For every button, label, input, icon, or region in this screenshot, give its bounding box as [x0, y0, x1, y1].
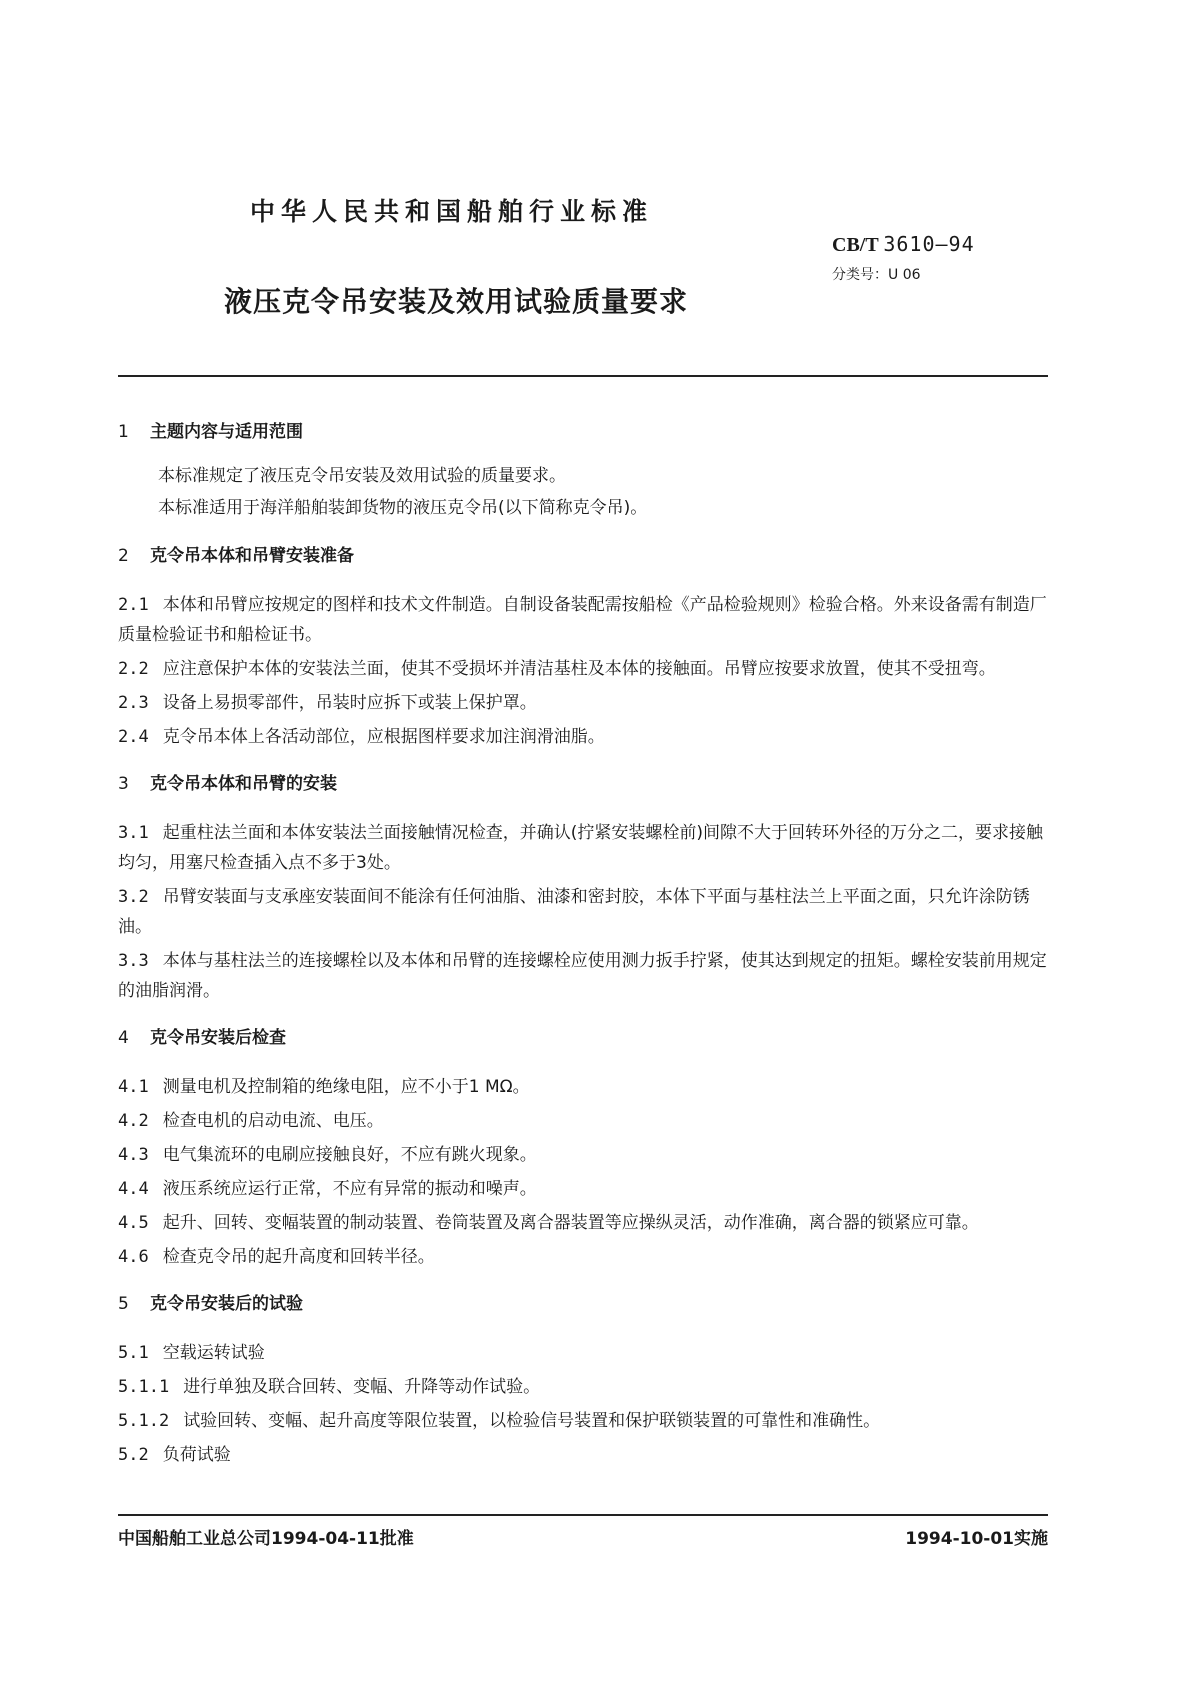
clause [118, 1242, 1048, 1272]
clause-number: 5.2 [118, 1445, 149, 1465]
clause [118, 688, 1048, 718]
footer-divider [118, 1514, 1048, 1516]
clause-number: 3.1 [118, 823, 149, 843]
clause-text: 空载运转试验 [162, 1343, 265, 1363]
clause [118, 590, 1048, 650]
clause [118, 654, 1048, 684]
section-title: 克令吊本体和吊臂的安装 [150, 774, 337, 794]
document-body [118, 420, 1048, 1490]
clause-number: 5.1.2 [118, 1411, 170, 1431]
approval-date: 中国船舶工业总公司1994-04-11批准 [118, 1529, 414, 1549]
clause [118, 1072, 1048, 1102]
clause-text: 起升、回转、变幅装置的制动装置、卷筒装置及离合器装置等应操纵灵活，动作准确，离合器的锁紧应可靠。 [162, 1213, 979, 1233]
classification-number: 分类号：U 06 [832, 267, 921, 283]
section-number: 2 [118, 546, 129, 566]
standard-prefix: CB/T [832, 234, 879, 256]
section-number: 1 [118, 422, 129, 442]
clause [118, 1208, 1048, 1238]
clause-text: 克令吊本体上各活动部位，应根据图样要求加注润滑油脂。 [162, 727, 605, 747]
section-number: 4 [118, 1028, 129, 1048]
clause-text: 设备上易损零部件，吊装时应拆下或装上保护罩。 [162, 693, 537, 713]
clause [118, 1406, 1048, 1436]
clause-text: 本体和吊臂应按规定的图样和技术文件制造。自制设备装配需按船检《产品检验规则》检验合格。外来设备需有制造厂质量检验证书和船检证书。 [118, 595, 1047, 645]
clause-number: 3.3 [118, 951, 149, 971]
clause-number: 5.1 [118, 1343, 149, 1363]
section-heading [118, 772, 1048, 796]
section-1 [118, 420, 1048, 524]
clause-text: 本体与基柱法兰的连接螺栓以及本体和吊臂的连接螺栓应使用测力扳手拧紧，使其达到规定的扭矩。螺栓安装前用规定的油脂润滑。 [118, 951, 1047, 1001]
section-heading [118, 544, 1048, 568]
clause-text: 液压系统应运行正常，不应有异常的振动和噪声。 [162, 1179, 537, 1199]
clause [118, 1372, 1048, 1402]
header-divider [118, 375, 1048, 377]
clause [118, 1338, 1048, 1368]
clause-number: 4.2 [118, 1111, 149, 1131]
paragraph: 本标准适用于海洋船舶装卸货物的液压克令吊(以下简称克令吊)。 [158, 498, 648, 518]
clause [118, 882, 1048, 942]
standard-number: 3610—94 [883, 232, 975, 256]
section-title: 克令吊安装后的试验 [150, 1294, 303, 1314]
clause-text: 试验回转、变幅、起升高度等限位装置，以检验信号装置和保护联锁装置的可靠性和准确性。 [183, 1411, 881, 1431]
clause [118, 722, 1048, 752]
clause-number: 5.1.1 [118, 1377, 170, 1397]
clause-number: 4.6 [118, 1247, 149, 1267]
section-number: 5 [118, 1294, 129, 1314]
clause-text: 吊臂安装面与支承座安装面间不能涂有任何油脂、油漆和密封胶，本体下平面与基柱法兰上平面之面，只允许涂防锈油。 [118, 887, 1030, 937]
clause-number: 2.1 [118, 595, 149, 615]
org-title: 中华人民共和国船舶行业标准 [250, 197, 654, 226]
section-title: 克令吊本体和吊臂安装准备 [150, 546, 354, 566]
clause [118, 818, 1048, 878]
clause-text: 检查克令吊的起升高度和回转半径。 [162, 1247, 435, 1267]
effective-date: 1994-10-01实施 [905, 1529, 1048, 1549]
section-title: 主题内容与适用范围 [150, 422, 303, 442]
section-heading [118, 1026, 1048, 1050]
section-intro [118, 460, 1048, 524]
document-title: 液压克令吊安装及效用试验质量要求 [224, 285, 689, 318]
section-2 [118, 544, 1048, 752]
section-5 [118, 1292, 1048, 1470]
clause-number: 2.2 [118, 659, 149, 679]
clause-number: 3.2 [118, 887, 149, 907]
section-3 [118, 772, 1048, 1006]
clause-text: 测量电机及控制箱的绝缘电阻，应不小于1 MΩ。 [162, 1077, 530, 1097]
clause-text: 负荷试验 [162, 1445, 231, 1465]
paragraph: 本标准规定了液压克令吊安装及效用试验的质量要求。 [158, 466, 566, 486]
section-4 [118, 1026, 1048, 1272]
clause-number: 2.4 [118, 727, 149, 747]
standard-code [832, 232, 975, 257]
section-heading [118, 1292, 1048, 1316]
clause-text: 电气集流环的电刷应接触良好，不应有跳火现象。 [162, 1145, 537, 1165]
clause-text: 起重柱法兰面和本体安装法兰面接触情况检查，并确认(拧紧安装螺栓前)间隙不大于回转环外径的万分之二，要求接触均匀，用塞尺检查插入点不多于3处。 [118, 823, 1043, 873]
clause [118, 1140, 1048, 1170]
clause-number: 4.4 [118, 1179, 149, 1199]
clause-number: 4.3 [118, 1145, 149, 1165]
clause-text: 检查电机的启动电流、电压。 [162, 1111, 384, 1131]
clause [118, 1440, 1048, 1470]
clause-number: 4.5 [118, 1213, 149, 1233]
section-heading [118, 420, 1048, 444]
clause-number: 2.3 [118, 693, 149, 713]
clause [118, 946, 1048, 1006]
clause-number: 4.1 [118, 1077, 149, 1097]
clause-text: 应注意保护本体的安装法兰面，使其不受损坏并清洁基柱及本体的接触面。吊臂应按要求放置，使其不受扭弯。 [162, 659, 996, 679]
section-title: 克令吊安装后检查 [150, 1028, 286, 1048]
clause [118, 1174, 1048, 1204]
section-number: 3 [118, 774, 129, 794]
clause [118, 1106, 1048, 1136]
clause-text: 进行单独及联合回转、变幅、升降等动作试验。 [183, 1377, 541, 1397]
